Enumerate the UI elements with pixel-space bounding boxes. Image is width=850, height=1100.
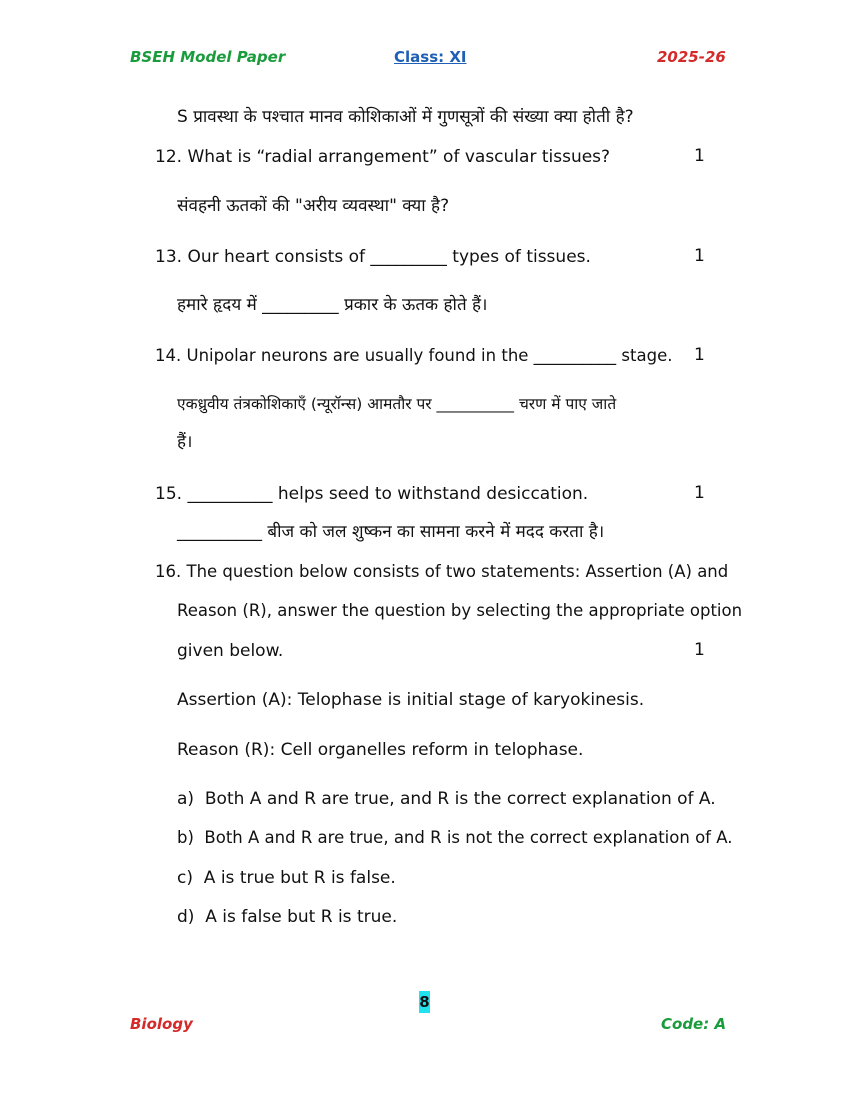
option-a [177, 788, 716, 810]
question-marks: 1 [694, 146, 705, 166]
question-number: 12. [155, 147, 183, 167]
page-number: 8 [419, 993, 430, 1011]
question-hindi: हमारे हृदय में _________ प्रकार के ऊतक होते हैं। [177, 295, 488, 315]
question-marks: 1 [694, 246, 705, 266]
option-label: a) [177, 789, 195, 809]
footer-subject: Biology [130, 1015, 193, 1033]
question-english: What is “radial arrangement” of vascular tissues? [187, 147, 611, 167]
option-text: Both A and R are true, and R is not the correct explanation of A. [204, 828, 733, 847]
question-number: 16. [155, 562, 182, 581]
q11-hindi-text: S प्रावस्था के पश्चात मानव कोशिकाओं में गुणसूत्रों की संख्या क्या होती है? [177, 107, 634, 127]
question-12 [155, 146, 610, 168]
reason-statement: Reason (R): Cell organelles reform in telophase. [177, 740, 584, 760]
question-15 [155, 483, 588, 505]
question-hindi: संवहनी ऊतकों की "अरीय व्यवस्था" क्या है? [177, 196, 450, 216]
question-english-line2: Reason (R), answer the question by selecting the appropriate option [177, 601, 743, 620]
option-label: b) [177, 828, 194, 847]
question-english-line3: given below. [177, 641, 284, 661]
header-year: 2025-26 [657, 48, 726, 66]
option-b [177, 827, 732, 849]
question-english: __________ helps seed to withstand desiccation. [187, 484, 589, 504]
footer-code: Code: A [661, 1015, 727, 1033]
option-label: d) [177, 907, 195, 927]
question-english: Unipolar neurons are usually found in the __________ stage. [186, 346, 673, 365]
question-english: The question below consists of two statements: Assertion (A) and [186, 562, 729, 581]
question-hindi-line2: हैं। [177, 432, 193, 452]
question-number: 13. [155, 247, 183, 267]
assertion-statement: Assertion (A): Telophase is initial stage of karyokinesis. [177, 690, 645, 710]
option-text: A is true but R is false. [203, 868, 396, 888]
question-marks: 1 [694, 345, 705, 365]
option-text: A is false but R is true. [205, 907, 398, 927]
option-c [177, 867, 396, 889]
question-number: 15. [155, 484, 183, 504]
question-marks: 1 [694, 483, 705, 503]
header-paper-title: BSEH Model Paper [130, 48, 286, 66]
question-hindi-line1: एकध्रुवीय तंत्रकोशिकाएँ (न्यूरॉन्स) आमतौर पर __________ चरण में पाए जाते [177, 395, 617, 413]
question-16 [155, 561, 728, 583]
header-class: Class: XI [394, 48, 467, 66]
option-d [177, 906, 397, 928]
question-14 [155, 345, 672, 367]
question-number: 14. [155, 346, 182, 365]
option-label: c) [177, 868, 193, 888]
question-marks: 1 [694, 640, 705, 660]
option-text: Both A and R are true, and R is the correct explanation of A. [204, 789, 716, 809]
question-hindi: __________ बीज को जल शुष्कन का सामना करने में मदद करता है। [177, 522, 605, 542]
question-english: Our heart consists of _________ types of tissues. [187, 247, 591, 267]
question-13 [155, 246, 591, 268]
